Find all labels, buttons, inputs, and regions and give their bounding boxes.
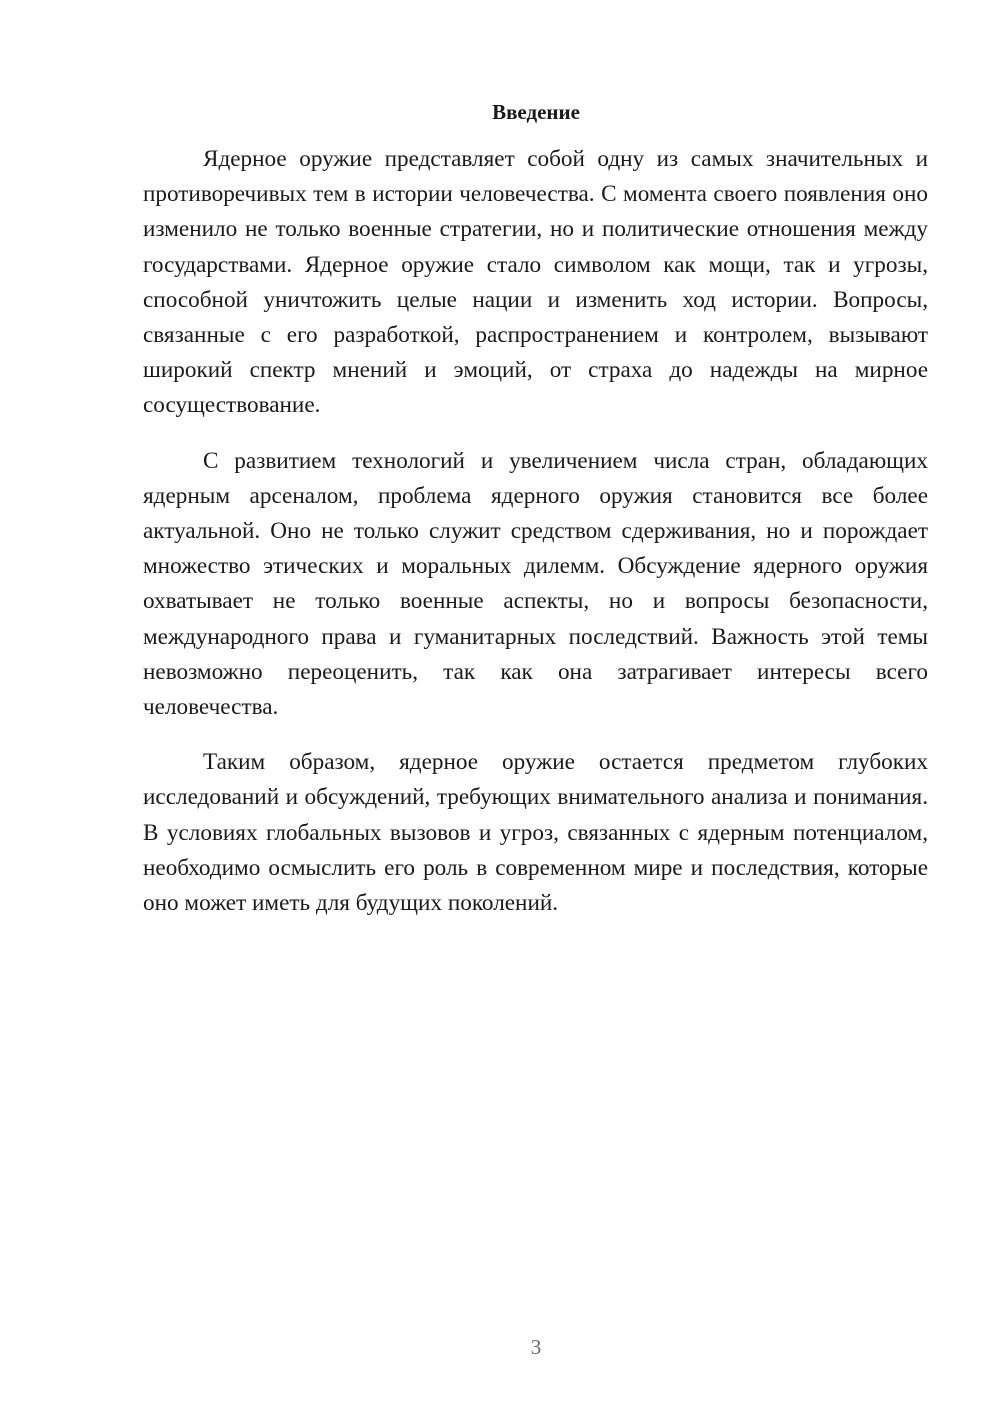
section-title: Введение xyxy=(492,100,580,124)
document-body xyxy=(143,142,928,941)
paragraph-3: Таким образом, ядерное оружие остается предметом глубоких исследований и обсуждений, требующих внимательного анализа и понимания. В условиях глобальных вызовов и угроз, связанных с ядерным потенциалом, необходимо осмыслить его роль в современном мире и последствия, которые оно может иметь для будущих поколений. xyxy=(143,749,928,917)
paragraph-1: Ядерное оружие представляет собой одну из самых значительных и противоречивых тем в истории человечества. С момента своего появления оно изменило не только военные стратегии, но и политические отношения между государствами. Ядерное оружие стало символом как мощи, так и угрозы, способной уничтожить целые нации и изменить ход истории. Вопросы, связанные с его разработкой, распространением и контролем, вызывают широкий спектр мнений и эмоций, от страха до надежды на мирное сосуществование. xyxy=(143,146,928,419)
paragraph-2: С развитием технологий и увеличением числа стран, обладающих ядерным арсеналом, проблема ядерного оружия становится все более актуальной. Оно не только служит средством сдерживания, но и порождает множество этических и моральных дилемм. Обсуждение ядерного оружия охватывает не только военные аспекты, но и вопросы безопасности, международного права и гуманитарных последствий. Важность этой темы невозможно переоценить, так как она затрагивает интересы всего человечества. xyxy=(143,447,928,721)
page-number: 3 xyxy=(530,1335,542,1359)
